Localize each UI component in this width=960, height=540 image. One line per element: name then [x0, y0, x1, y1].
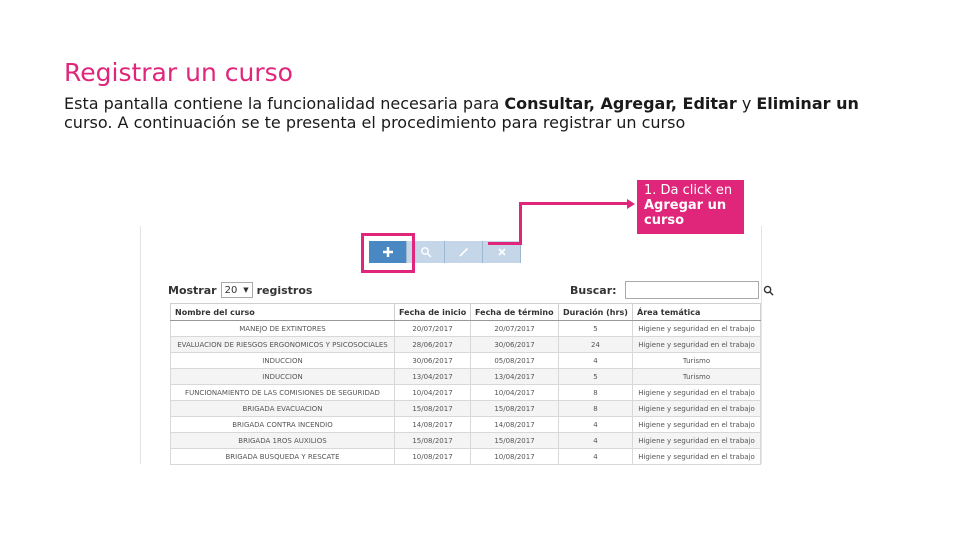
cell-duration: 4 — [559, 449, 633, 465]
column-header[interactable]: Área temática — [633, 304, 761, 321]
cell-duration: 5 — [559, 369, 633, 385]
desc-text-2: y — [736, 94, 757, 113]
search-label: Buscar: — [570, 283, 617, 297]
page-size-value: 20 — [224, 284, 238, 296]
cell-end-date: 30/06/2017 — [471, 337, 559, 353]
cell-course-name: FUNCIONAMIENTO DE LAS COMISIONES DE SEGURIDAD — [171, 385, 395, 401]
cell-duration: 8 — [559, 385, 633, 401]
callout-action-text: Agregar un curso — [644, 198, 727, 228]
add-button-highlight — [361, 233, 415, 273]
search-icon — [420, 246, 432, 258]
cell-area: Higiene y seguridad en el trabajo — [633, 321, 761, 337]
page-size-select[interactable] — [221, 282, 253, 298]
cell-end-date: 13/04/2017 — [471, 369, 559, 385]
cell-start-date: 20/07/2017 — [395, 321, 471, 337]
cell-duration: 4 — [559, 433, 633, 449]
desc-bold-actions: Consultar, Agregar, Editar — [504, 94, 737, 113]
table-row[interactable] — [171, 353, 761, 369]
cell-end-date: 15/08/2017 — [471, 401, 559, 417]
table-row[interactable] — [171, 337, 761, 353]
cell-course-name: INDUCCION — [171, 353, 395, 369]
cell-course-name: BRIGADA EVACUACION — [171, 401, 395, 417]
cell-area: Higiene y seguridad en el trabajo — [633, 337, 761, 353]
page-size-control — [168, 282, 312, 298]
cell-course-name: BRIGADA CONTRA INCENDIO — [171, 417, 395, 433]
cell-end-date: 10/04/2017 — [471, 385, 559, 401]
column-header[interactable]: Nombre del curso — [171, 304, 395, 321]
show-label: Mostrar — [168, 283, 217, 297]
instruction-callout — [637, 180, 744, 234]
cell-duration: 5 — [559, 321, 633, 337]
callout-connector-horizontal — [519, 202, 629, 205]
callout-arrow-icon — [627, 199, 635, 209]
table-row[interactable] — [171, 401, 761, 417]
search-input[interactable] — [625, 281, 759, 299]
cell-area: Higiene y seguridad en el trabajo — [633, 385, 761, 401]
cell-start-date: 10/08/2017 — [395, 449, 471, 465]
cell-start-date: 13/04/2017 — [395, 369, 471, 385]
cell-end-date: 15/08/2017 — [471, 433, 559, 449]
records-label: registros — [256, 283, 313, 297]
search-icon[interactable] — [763, 285, 774, 296]
courses-table — [170, 303, 761, 465]
table-header-row — [171, 304, 761, 321]
cell-end-date: 05/08/2017 — [471, 353, 559, 369]
table-row[interactable] — [171, 417, 761, 433]
column-header[interactable]: Fecha de inicio — [395, 304, 471, 321]
course-screen-capture — [140, 226, 762, 464]
cell-start-date: 15/08/2017 — [395, 433, 471, 449]
desc-text-1: Esta pantalla contiene la funcionalidad necesaria para — [64, 94, 505, 113]
table-row[interactable] — [171, 433, 761, 449]
cell-duration: 4 — [559, 417, 633, 433]
cell-course-name: EVALUACION DE RIESGOS ERGONOMICOS Y PSICOSOCIALES — [171, 337, 395, 353]
column-header[interactable]: Duración (hrs) — [559, 304, 633, 321]
search-control — [570, 281, 774, 299]
cell-area: Higiene y seguridad en el trabajo — [633, 401, 761, 417]
cell-course-name: INDUCCION — [171, 369, 395, 385]
pencil-icon — [458, 246, 470, 258]
cell-course-name: MANEJO DE EXTINTORES — [171, 321, 395, 337]
chevron-down-icon: ▼ — [243, 286, 249, 294]
cell-end-date: 10/08/2017 — [471, 449, 559, 465]
cell-duration: 4 — [559, 353, 633, 369]
close-icon — [496, 246, 508, 258]
cell-start-date: 14/08/2017 — [395, 417, 471, 433]
callout-connector-stub — [488, 242, 522, 245]
table-row[interactable] — [171, 449, 761, 465]
cell-start-date: 15/08/2017 — [395, 401, 471, 417]
cell-area: Higiene y seguridad en el trabajo — [633, 417, 761, 433]
cell-area: Turismo — [633, 369, 761, 385]
desc-bold-delete: Eliminar un — [756, 94, 859, 113]
column-header[interactable]: Fecha de término — [471, 304, 559, 321]
edit-course-button[interactable] — [445, 241, 483, 263]
cell-area: Higiene y seguridad en el trabajo — [633, 449, 761, 465]
cell-end-date: 20/07/2017 — [471, 321, 559, 337]
callout-step-text: 1. Da click en — [644, 183, 733, 198]
slide-title: Registrar un curso — [64, 58, 293, 87]
cell-course-name: BRIGADA BUSQUEDA Y RESCATE — [171, 449, 395, 465]
cell-end-date: 14/08/2017 — [471, 417, 559, 433]
cell-area: Turismo — [633, 353, 761, 369]
cell-start-date: 10/04/2017 — [395, 385, 471, 401]
callout-connector-vertical — [519, 202, 522, 244]
cell-start-date: 28/06/2017 — [395, 337, 471, 353]
slide-description — [64, 94, 864, 132]
table-row[interactable] — [171, 321, 761, 337]
cell-course-name: BRIGADA 1ROS AUXILIOS — [171, 433, 395, 449]
cell-duration: 8 — [559, 401, 633, 417]
desc-text-3: curso. A continuación se te presenta el procedimiento para registrar un curso — [64, 113, 686, 132]
table-row[interactable] — [171, 369, 761, 385]
cell-area: Higiene y seguridad en el trabajo — [633, 433, 761, 449]
cell-start-date: 30/06/2017 — [395, 353, 471, 369]
cell-duration: 24 — [559, 337, 633, 353]
table-row[interactable] — [171, 385, 761, 401]
